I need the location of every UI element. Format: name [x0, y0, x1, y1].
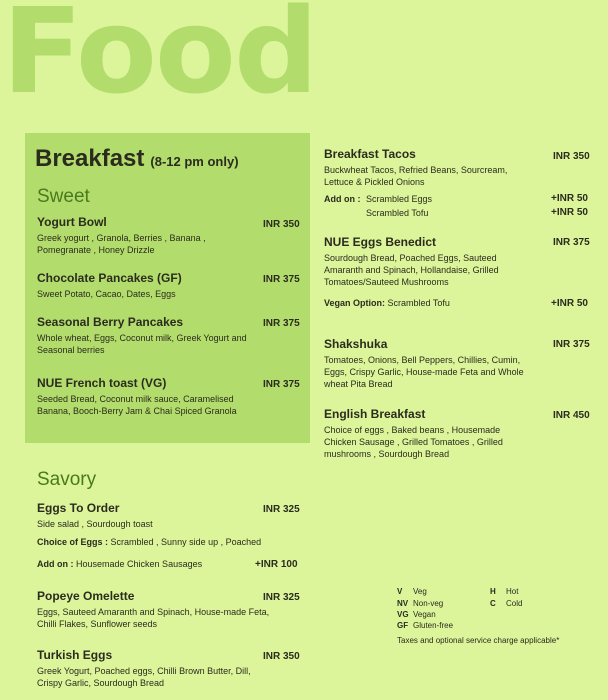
- item-price: INR 350: [553, 151, 590, 162]
- item-name: Shakshuka: [324, 337, 388, 351]
- item-price: INR 325: [263, 504, 300, 515]
- eggs-addon-price: +INR 100: [255, 559, 298, 570]
- eggs-choice-text: Scrambled , Sunny side up , Poached: [110, 537, 262, 547]
- item-name: Yogurt Bowl: [37, 215, 107, 229]
- menu-item: [37, 501, 247, 530]
- eggs-addon-label: Add on :: [37, 559, 74, 569]
- legend-item: C Cold: [490, 599, 523, 608]
- menu-item: [37, 376, 247, 417]
- item-name: Eggs To Order: [37, 501, 120, 515]
- tax-note: Taxes and optional service charge applicable*: [397, 636, 560, 645]
- breakfast-title: Breakfast: [35, 145, 145, 172]
- item-description: Greek yogurt , Granola, Berries , Banana , Pomegranate , Honey Drizzle: [37, 233, 206, 255]
- legend-item: VG Vegan: [397, 610, 436, 619]
- tacos-addon-label: Add on :: [324, 194, 361, 204]
- menu-item: [324, 147, 539, 188]
- item-name: NUE Eggs Benedict: [324, 235, 437, 249]
- eggs-addon-text: Housemade Chicken Sausages: [76, 559, 203, 569]
- breakfast-hours: (8-12 pm only): [150, 154, 239, 169]
- menu-item: [37, 215, 217, 256]
- item-price: INR 375: [263, 379, 300, 390]
- vegan-option-label: Vegan Option:: [324, 298, 386, 308]
- item-name: Turkish Eggs: [37, 648, 113, 662]
- tacos-addon-2-price: +INR 50: [551, 207, 588, 218]
- menu-item: [37, 315, 257, 356]
- menu-item: [324, 407, 519, 460]
- item-description: Choice of eggs , Baked beans , Housemade Chicken Sausage , Grilled Tomatoes , Grilled mushrooms , Sourdough Bread: [324, 425, 503, 459]
- item-name: Breakfast Tacos: [324, 147, 416, 161]
- page-title: Food: [2, 0, 317, 120]
- item-description: Eggs, Sauteed Amaranth and Spinach, House-made Feta, Chilli Flakes, Sunflower seeds: [37, 607, 270, 629]
- tacos-addon-1: Scrambled Eggs: [366, 194, 433, 204]
- vegan-option: [324, 297, 450, 309]
- item-description: Sourdough Bread, Poached Eggs, Sauteed Amaranth and Spinach, Hollandaise, Grilled Tomatoes/Sauteed Mushrooms: [324, 253, 499, 287]
- item-name: Popeye Omelette: [37, 589, 135, 603]
- vegan-option-price: +INR 50: [551, 298, 588, 309]
- item-price: INR 350: [263, 651, 300, 662]
- section-sweet-heading: Sweet: [37, 186, 90, 207]
- item-name: Chocolate Pancakes (GF): [37, 271, 182, 285]
- item-price: INR 375: [263, 274, 300, 285]
- item-price: INR 325: [263, 592, 300, 603]
- legend-item: NV Non-veg: [397, 599, 444, 608]
- legend-item: GF Gluten-free: [397, 621, 454, 630]
- item-description: Side salad , Sourdough toast: [37, 519, 153, 529]
- item-description: Seeded Bread, Coconut milk sauce, Caramelised Banana, Booch-Berry Jam & Chai Spiced Granola: [37, 394, 237, 416]
- section-savory-heading: Savory: [37, 469, 97, 490]
- eggs-addon: [37, 558, 202, 570]
- item-price: INR 375: [553, 237, 590, 248]
- menu-item: [37, 271, 237, 300]
- eggs-choice-label: Choice of Eggs :: [37, 537, 109, 547]
- tacos-addon-1-price: +INR 50: [551, 193, 588, 204]
- item-description: Sweet Potato, Cacao, Dates, Eggs: [37, 289, 176, 299]
- menu-item: [37, 589, 277, 630]
- breakfast-header: [35, 145, 239, 173]
- item-name: English Breakfast: [324, 407, 426, 421]
- item-name: Seasonal Berry Pancakes: [37, 315, 184, 329]
- item-name: NUE French toast (VG): [37, 376, 167, 390]
- item-description: Whole wheat, Eggs, Coconut milk, Greek Yogurt and Seasonal berries: [37, 333, 247, 355]
- menu-item: [37, 648, 267, 689]
- menu-item: [324, 235, 529, 288]
- menu-item: [324, 337, 539, 390]
- legend-item: H Hot: [490, 587, 519, 596]
- item-description: Tomatoes, Onions, Bell Peppers, Chillies, Cumin, Eggs, Crispy Garlic, House-made Feta and Whole wheat Pita Bread: [324, 355, 524, 389]
- item-price: INR 375: [553, 339, 590, 350]
- item-price: INR 450: [553, 410, 590, 421]
- item-description: Buckwheat Tacos, Refried Beans, Sourcream, Lettuce & Pickled Onions: [324, 165, 508, 187]
- item-description: Greek Yogurt, Poached eggs, Chilli Brown Butter, Dill, Crispy Garlic, Sourdough Bread: [37, 666, 251, 688]
- item-price: INR 350: [263, 219, 300, 230]
- tacos-addon-2: Scrambled Tofu: [366, 208, 429, 218]
- vegan-option-text: Scrambled Tofu: [387, 298, 450, 308]
- eggs-choice: [37, 536, 267, 548]
- item-price: INR 375: [263, 318, 300, 329]
- legend-item: V Veg: [397, 587, 427, 596]
